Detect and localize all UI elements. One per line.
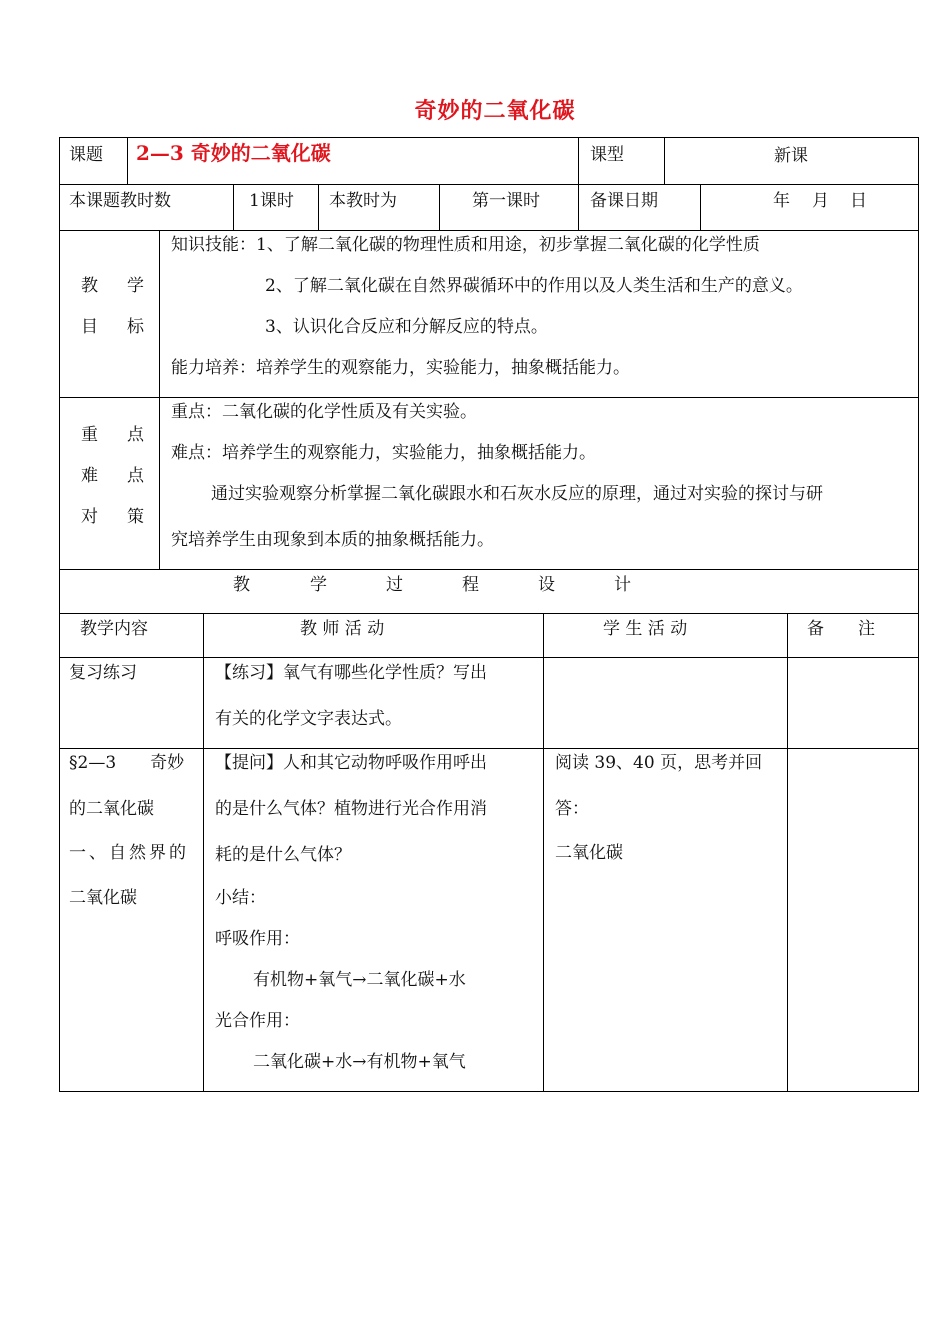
process-heading-char: 教: [233, 575, 250, 595]
keypoints-label-2: 难 点: [81, 466, 150, 486]
row-divider: [59, 657, 919, 658]
section-teacher-line: 呼吸作用：: [215, 929, 300, 949]
hours-value: 1课时: [249, 191, 294, 211]
keypoint-line-1: 重点：二氧化碳的化学性质及有关实验。: [171, 402, 477, 422]
objective-line-2: 2、了解二氧化碳在自然界碳循环中的作用以及人类生活和生产的意义。: [265, 276, 803, 296]
table-border: [59, 137, 60, 1092]
table-border: [59, 1091, 919, 1092]
row-divider: [59, 569, 919, 570]
process-heading-char: 设: [538, 575, 555, 595]
cell-divider: [578, 137, 579, 184]
section-teacher-line: 光合作用：: [215, 1011, 300, 1031]
page-title: 奇妙的二氧化碳: [414, 98, 576, 124]
date-month: 月: [812, 191, 829, 211]
keypoints-label-1: 重 点: [81, 425, 150, 445]
keypoint-line-4: 究培养学生由现象到本质的抽象概括能力。: [171, 530, 494, 550]
date-label: 备课日期: [590, 191, 658, 211]
row-divider: [59, 230, 919, 231]
row-divider: [59, 748, 919, 749]
process-heading-char: 程: [462, 575, 479, 595]
cell-divider: [203, 613, 204, 1091]
type-label: 课型: [590, 145, 624, 165]
cell-divider: [318, 184, 319, 230]
current-value: 第一课时: [472, 191, 540, 211]
objective-line-3: 3、认识化合反应和分解反应的特点。: [265, 317, 548, 337]
process-heading-char: 计: [614, 575, 631, 595]
section-teacher-line: 小结：: [215, 888, 266, 908]
section-content-line: 的二氧化碳: [69, 799, 154, 819]
cell-divider: [159, 230, 160, 569]
section-teacher-line: 耗的是什么气体？: [215, 845, 351, 865]
section-teacher-line: 【提问】人和其它动物呼吸作用呼出: [215, 753, 487, 773]
date-day: 日: [850, 191, 867, 211]
cell-divider: [578, 184, 579, 230]
review-content: 复习练习: [69, 663, 137, 683]
col-header-teacher: 教 师 活 动: [300, 619, 385, 639]
review-teacher-line: 有关的化学文字表达式。: [215, 709, 402, 729]
section-content-line: 一、自然界的: [69, 843, 189, 863]
cell-divider: [543, 613, 544, 1091]
keypoint-line-2: 难点：培养学生的观察能力，实验能力，抽象概括能力。: [171, 443, 596, 463]
table-border: [59, 137, 919, 138]
objectives-label-2: 目 标: [81, 317, 150, 337]
hours-label: 本课题教时数: [69, 191, 171, 211]
section-student-line: 答：: [555, 799, 589, 819]
process-heading-char: 过: [386, 575, 403, 595]
cell-divider: [700, 184, 701, 230]
section-student-line: 二氧化碳: [555, 843, 623, 863]
review-teacher-line: 【练习】氧气有哪些化学性质？写出: [215, 663, 487, 683]
cell-divider: [664, 137, 665, 184]
section-content-line: 二氧化碳: [69, 888, 137, 908]
section-teacher-line: 二氧化碳+水→有机物+氧气: [253, 1052, 466, 1072]
row-divider: [59, 613, 919, 614]
row-divider: [59, 184, 919, 185]
type-value: 新课: [774, 146, 808, 166]
section-teacher-line: 的是什么气体？植物进行光合作用消: [215, 799, 487, 819]
keypoint-line-3: 通过实验观察分析掌握二氧化碳跟水和石灰水反应的原理，通过对实验的探讨与研: [211, 484, 823, 504]
objective-line-4: 能力培养：培养学生的观察能力，实验能力，抽象概括能力。: [171, 358, 630, 378]
section-content-line: §2—3 奇妙: [69, 753, 185, 773]
table-border: [918, 137, 919, 1092]
section-teacher-line: 有机物+氧气→二氧化碳+水: [253, 970, 466, 990]
objective-line-1: 知识技能：1、了解二氧化碳的物理性质和用途，初步掌握二氧化碳的化学性质: [171, 235, 760, 255]
date-year: 年: [773, 191, 790, 211]
col-header-content: 教学内容: [80, 619, 148, 639]
cell-divider: [127, 137, 128, 184]
row-divider: [59, 397, 919, 398]
col-header-student: 学 生 活 动: [603, 619, 688, 639]
current-label: 本教时为: [329, 191, 397, 211]
cell-divider: [439, 184, 440, 230]
cell-divider: [233, 184, 234, 230]
topic-label: 课题: [69, 145, 103, 165]
process-heading-char: 学: [310, 575, 327, 595]
cell-divider: [787, 613, 788, 1091]
objectives-label-1: 教 学: [81, 276, 150, 296]
topic-value: 2—3 奇妙的二氧化碳: [136, 141, 331, 165]
col-header-note: 备 注: [807, 619, 875, 639]
section-student-line: 阅读 39、40 页，思考并回: [555, 753, 763, 773]
keypoints-label-3: 对 策: [81, 507, 150, 527]
